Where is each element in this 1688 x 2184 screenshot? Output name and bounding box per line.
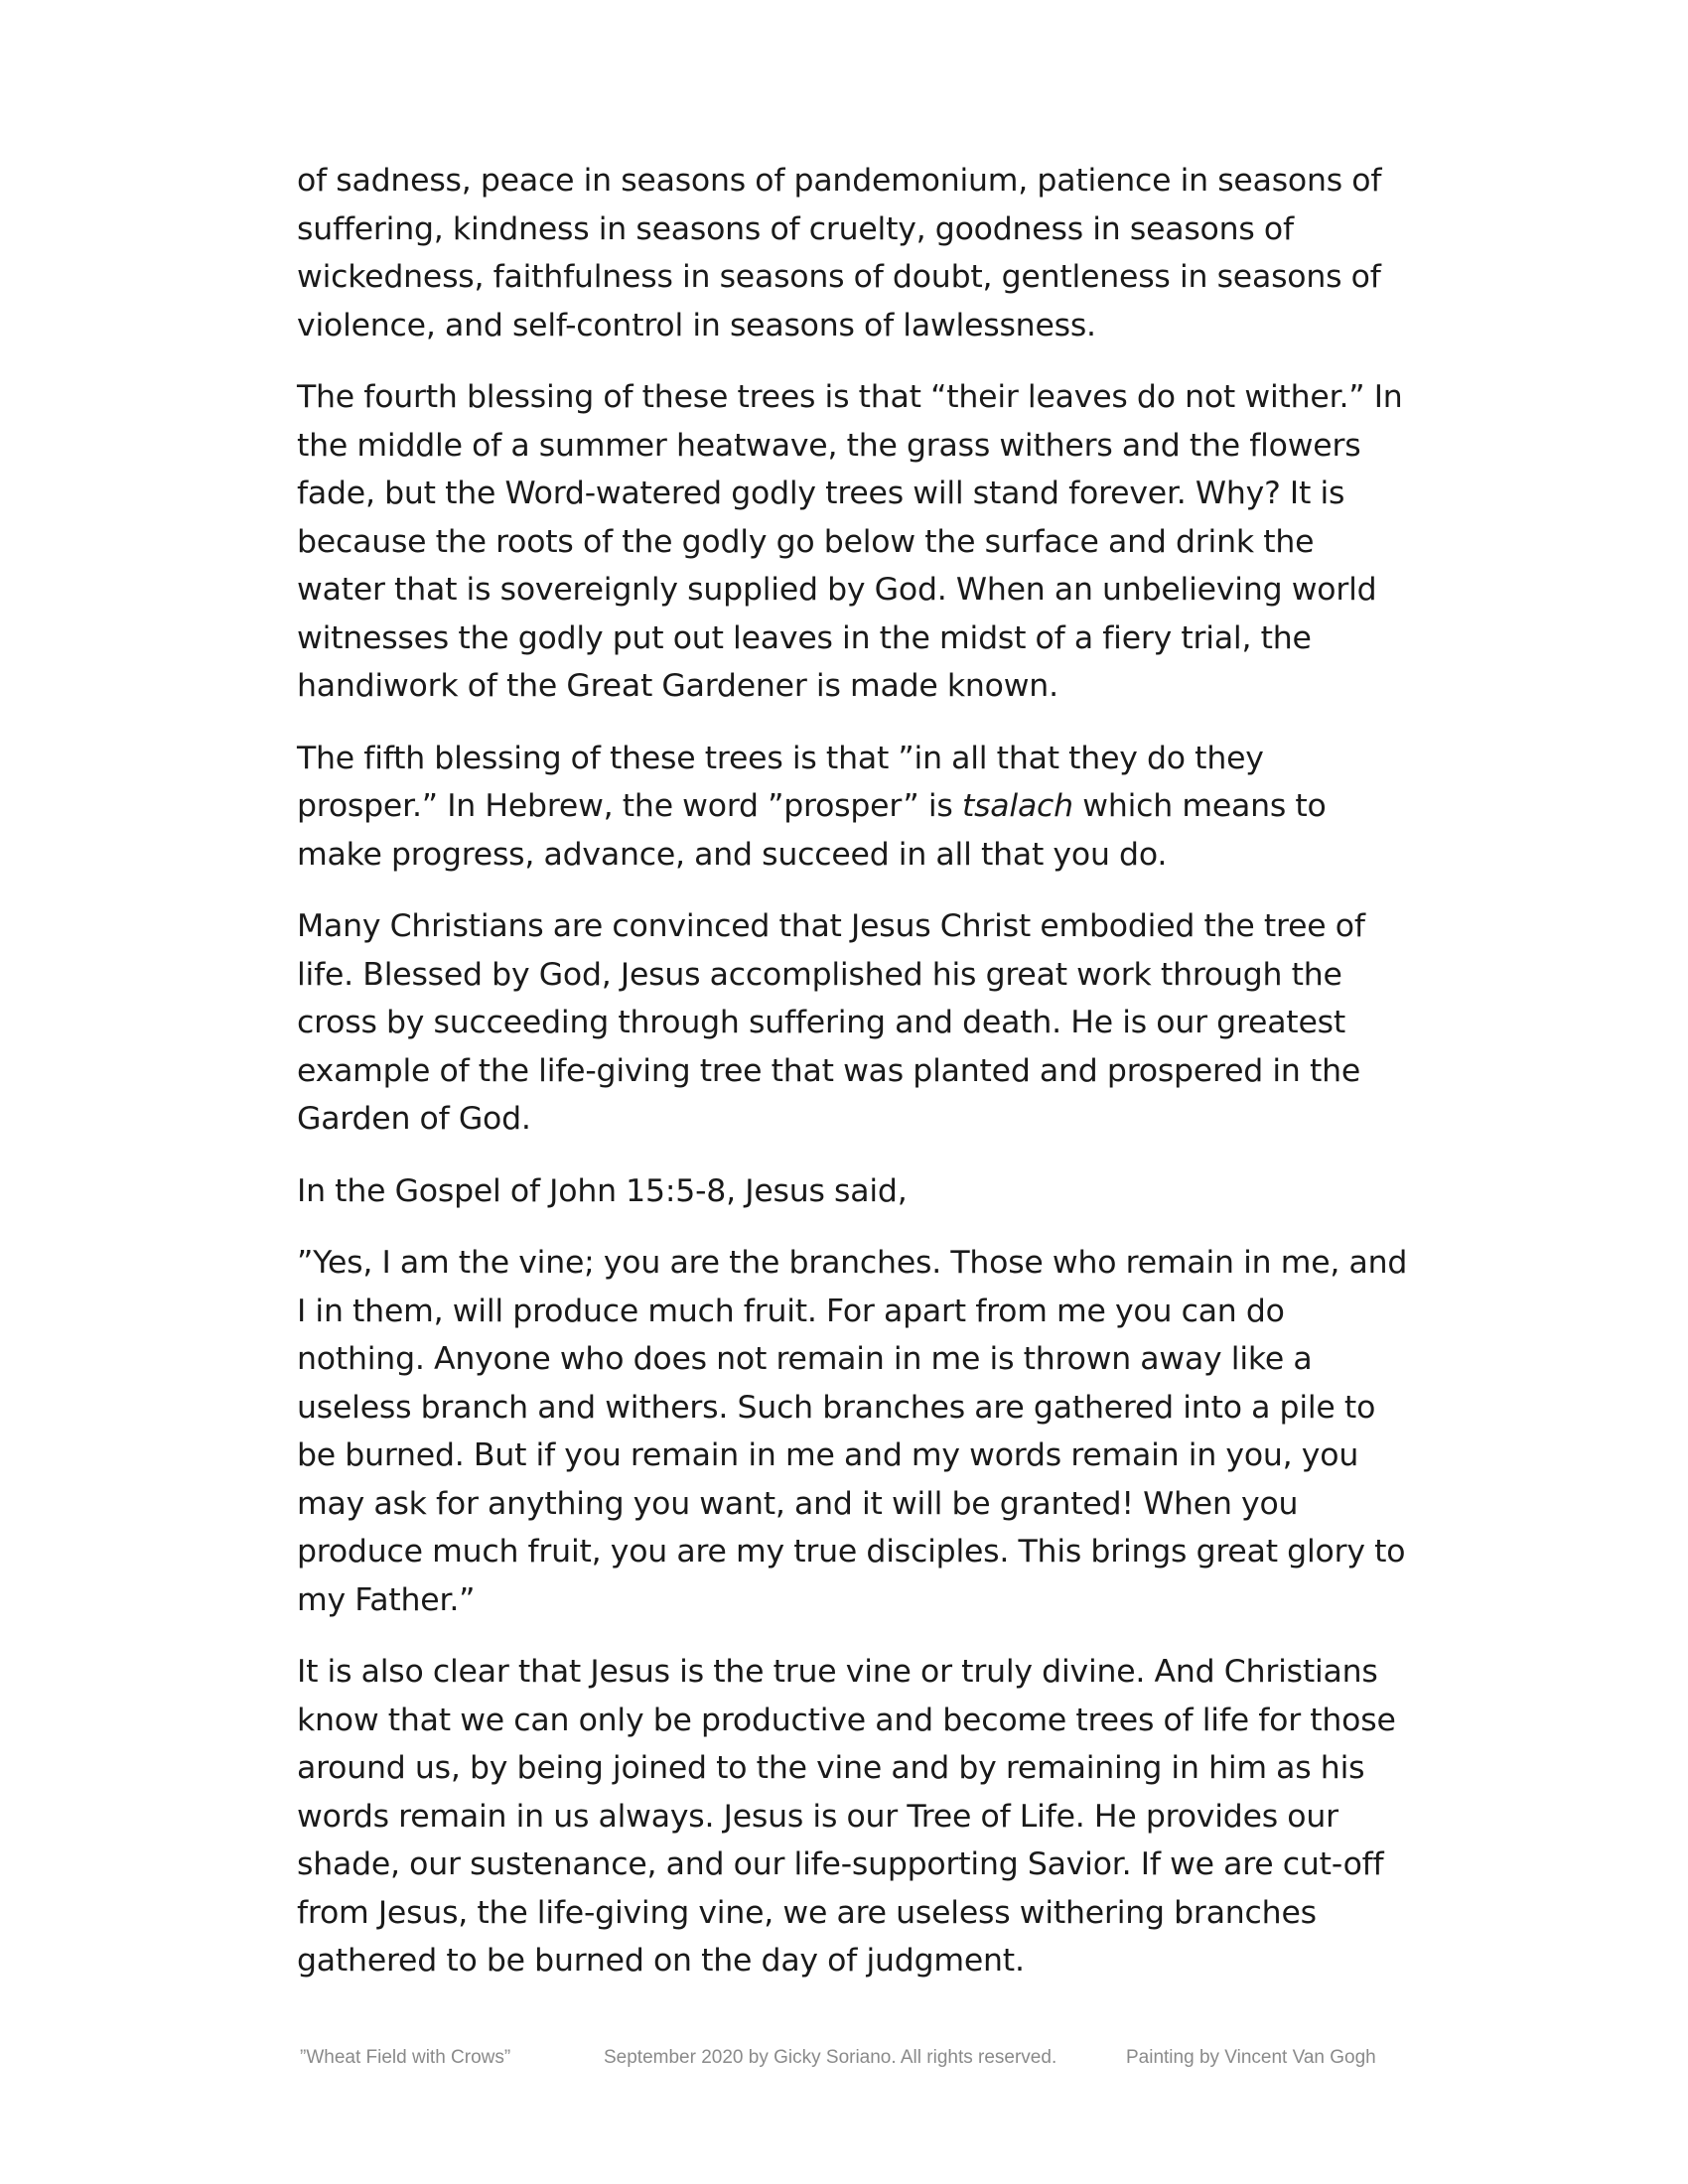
scripture-quote: ”Yes, I am the vine; you are the branches. Those who remain in me, and I in them, will produce much fruit. For apart from me you can do nothing. Anyone who does not remain in me is thrown away like a useless branch and withers. Such branches are gathered into a pile to be burned. But if you remain in me and my words remain in you, you may ask for anything you want, and it will be granted! When you produce much fruit, you are my true disciples. This brings great glory to my Father.” [297, 1245, 1408, 1618]
footer-painting-credit: Painting by Vincent Van Gogh [1126, 2047, 1376, 2068]
paragraph-gospel-reference: In the Gospel of John 15:5-8, Jesus said, [297, 1172, 908, 1209]
page-footer [0, 2047, 1688, 2077]
paragraph-fifth-blessing [297, 735, 1409, 880]
paragraph-tree-of-life: Many Christians are convinced that Jesus Christ embodied the tree of life. Blessed by God, Jesus accomplished his great work through the cross by succeeding through suffering and death. He is our greatest example of the life-giving tree that was planted and prospered in the Garden of God. [297, 908, 1365, 1137]
paragraph-fifth-blessing-text: The fifth blessing of these trees is that ”in all that they do they prosper.” In Hebrew, the word ”prosper” is [297, 740, 1264, 824]
footer-copyright: September 2020 by Gicky Soriano. All rights reserved. [604, 2047, 1057, 2068]
paragraph-fruit-seasons: of sadness, peace in seasons of pandemonium, patience in seasons of suffering, kindness in seasons of cruelty, goodness in seasons of wickedness, faithfulness in seasons of doubt, gentleness in seasons of violence, and self-control in seasons of lawlessness. [297, 163, 1382, 343]
document-body [297, 157, 1409, 2009]
footer-painting-title: ”Wheat Field with Crows” [300, 2047, 511, 2068]
hebrew-word-tsalach: tsalach [961, 788, 1073, 824]
paragraph-true-vine: It is also clear that Jesus is the true vine or truly divine. And Christians know that we can only be productive and become trees of life for those around us, by being joined to the vine and by remaining in him as his words remain in us always. Jesus is our Tree of Life. He provides our shade, our sustenance, and our life-supporting Savior. If we are cut-off from Jesus, the life-giving vine, we are useless withering branches gathered to be burned on the day of judgment. [297, 1654, 1396, 1979]
paragraph-fifth-blessing-text-end: which means to make progress, advance, and succeed in all that you do. [297, 788, 1327, 873]
paragraph-fourth-blessing: The fourth blessing of these trees is that “their leaves do not wither.” In the middle of a summer heatwave, the grass withers and the flowers fade, but the Word-watered godly trees will stand forever. Why? It is because the roots of the godly go below the surface and drink the water that is sovereignly supplied by God. When an unbelieving world witnesses the godly put out leaves in the midst of a fiery trial, the handiwork of the Great Gardener is made known. [297, 379, 1403, 704]
